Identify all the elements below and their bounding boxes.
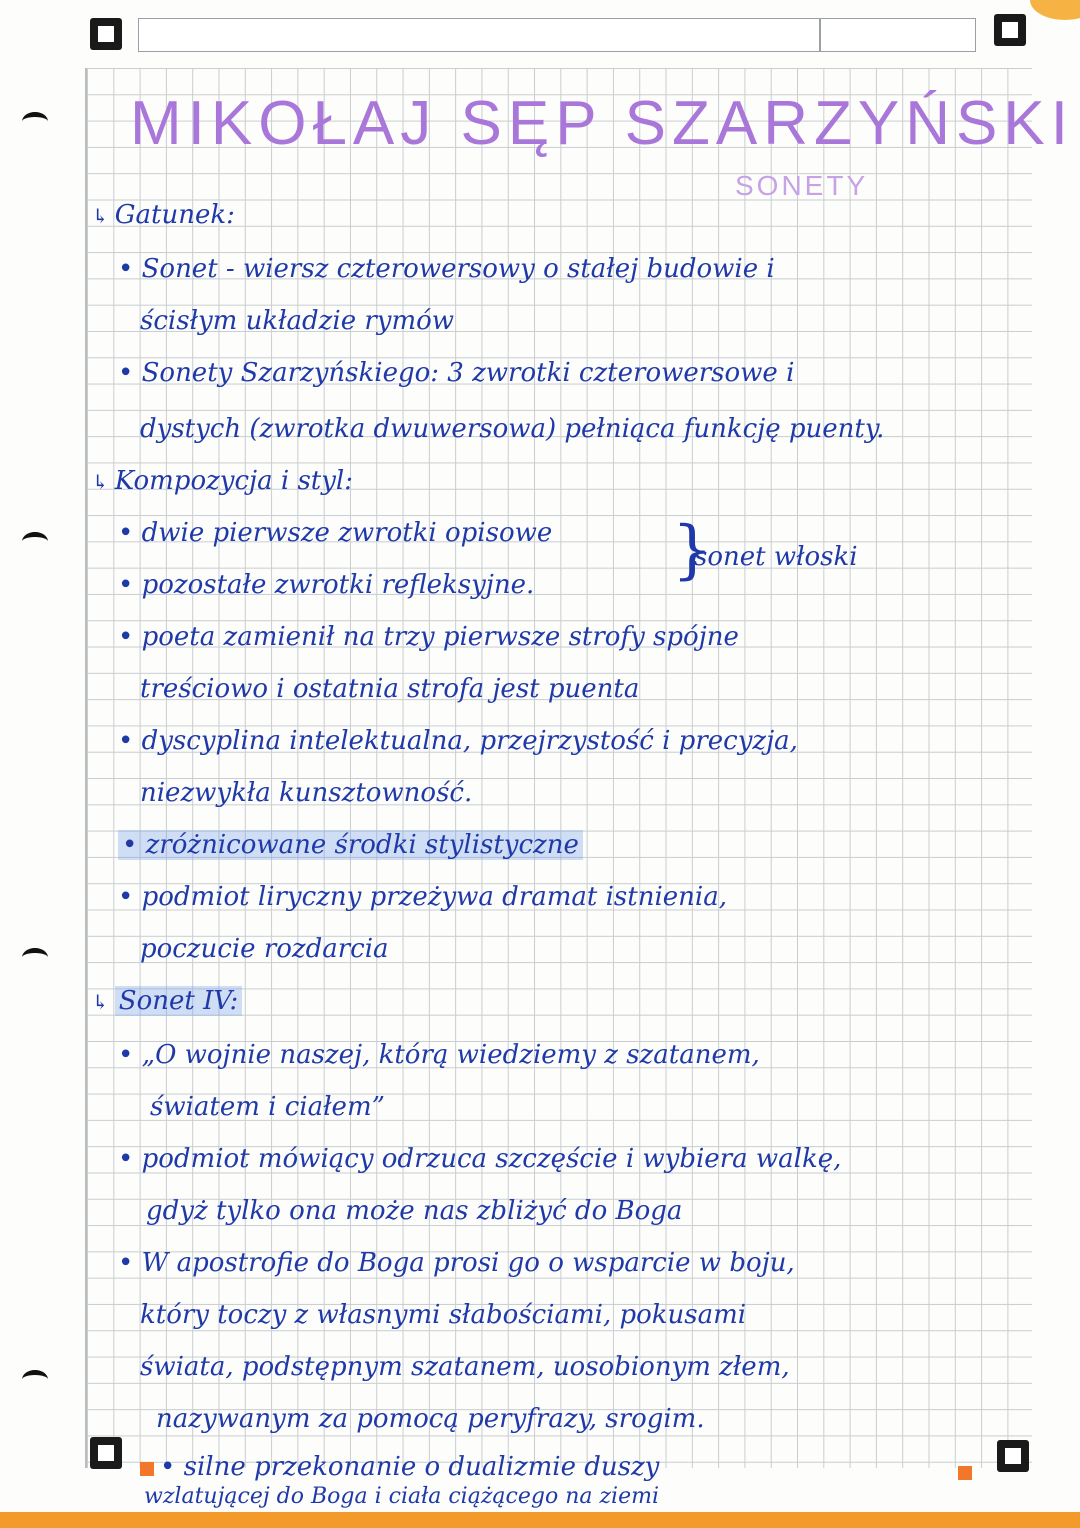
binder-hole-icon (22, 112, 48, 131)
text-line: gdyż tylko ona może nas zbliżyć do Boga (146, 1196, 683, 1226)
text-line: • pozostałe zwrotki refleksyjne. (118, 570, 535, 600)
text-line-highlighted: • zróżnicowane środki stylistyczne (118, 830, 583, 860)
corner-marker-icon (997, 1440, 1029, 1472)
brace-label: sonet włoski (694, 542, 858, 572)
binder-hole-icon (22, 948, 48, 967)
text-line: • podmiot liryczny przeżywa dramat istnienia, (118, 882, 727, 912)
section-heading (92, 200, 235, 230)
arrow-icon: ↳ (92, 470, 109, 494)
heading-text: Kompozycja i styl: (114, 466, 354, 496)
text-line: • poeta zamienił na trzy pierwsze strofy spójne (118, 622, 739, 652)
text-line: • podmiot mówiący odrzuca szczęście i wybiera walkę, (118, 1144, 842, 1174)
text-line: nazywanym za pomocą peryfrazy, srogim. (156, 1404, 705, 1434)
corner-marker-icon (90, 18, 122, 50)
text-line: • dyscyplina intelektualna, przejrzystość i precyzja, (118, 726, 798, 756)
text-line: treściowo i ostatnia strofa jest puenta (140, 674, 640, 704)
arrow-icon: ↳ (92, 990, 109, 1014)
text-line: wzlatującej do Boga i ciała ciążącego na ziemi (144, 1484, 660, 1509)
header-divider (819, 19, 821, 51)
heading-text: Gatunek: (114, 200, 235, 230)
text-line: • W apostrofie do Boga prosi go o wsparcie w boju, (118, 1248, 795, 1278)
text-line: • Sonet - wiersz czterowersowy o stałej budowie i (118, 254, 775, 284)
arrow-icon: ↳ (92, 204, 109, 228)
corner-marker-icon (90, 1437, 122, 1469)
text-line: poczucie rozdarcia (140, 934, 389, 964)
text-line: • „O wojnie naszej, którą wiedziemy z szatanem, (118, 1040, 760, 1070)
text-line: niezwykła kunsztowność. (140, 778, 473, 808)
section-heading (92, 986, 242, 1016)
orange-corner (1030, 0, 1080, 20)
text-line: • dwie pierwsze zwrotki opisowe (118, 518, 553, 548)
text-line: ścisłym układzie rymów (140, 306, 455, 336)
text-line: • silne przekonanie o dualizmie duszy (160, 1452, 660, 1482)
header-box (138, 18, 976, 52)
orange-mark-icon (140, 1462, 154, 1476)
text-line: dystych (zwrotka dwuwersowa) pełniąca funkcję puenty. (140, 414, 885, 444)
corner-marker-icon (994, 14, 1026, 46)
heading-text: Sonet IV: (115, 986, 243, 1016)
text-line: • Sonety Szarzyńskiego: 3 zwrotki czterowersowe i (118, 358, 795, 388)
section-heading (92, 466, 353, 496)
orange-bottom-edge (0, 1512, 1080, 1528)
text-line: który toczy z własnymi słabościami, pokusami (140, 1300, 747, 1330)
brace-icon: } (672, 513, 713, 587)
text-line: świata, podstępnym szatanem, uosobionym złem, (140, 1352, 790, 1382)
page-subtitle: SONETY (735, 170, 869, 201)
text-line: światem i ciałem” (150, 1092, 385, 1122)
binder-hole-icon (22, 532, 48, 551)
page-title: MIKOŁAJ SĘP SZARZYŃSKI (130, 89, 1074, 158)
orange-mark-icon (958, 1466, 972, 1480)
binder-hole-icon (22, 1370, 48, 1389)
